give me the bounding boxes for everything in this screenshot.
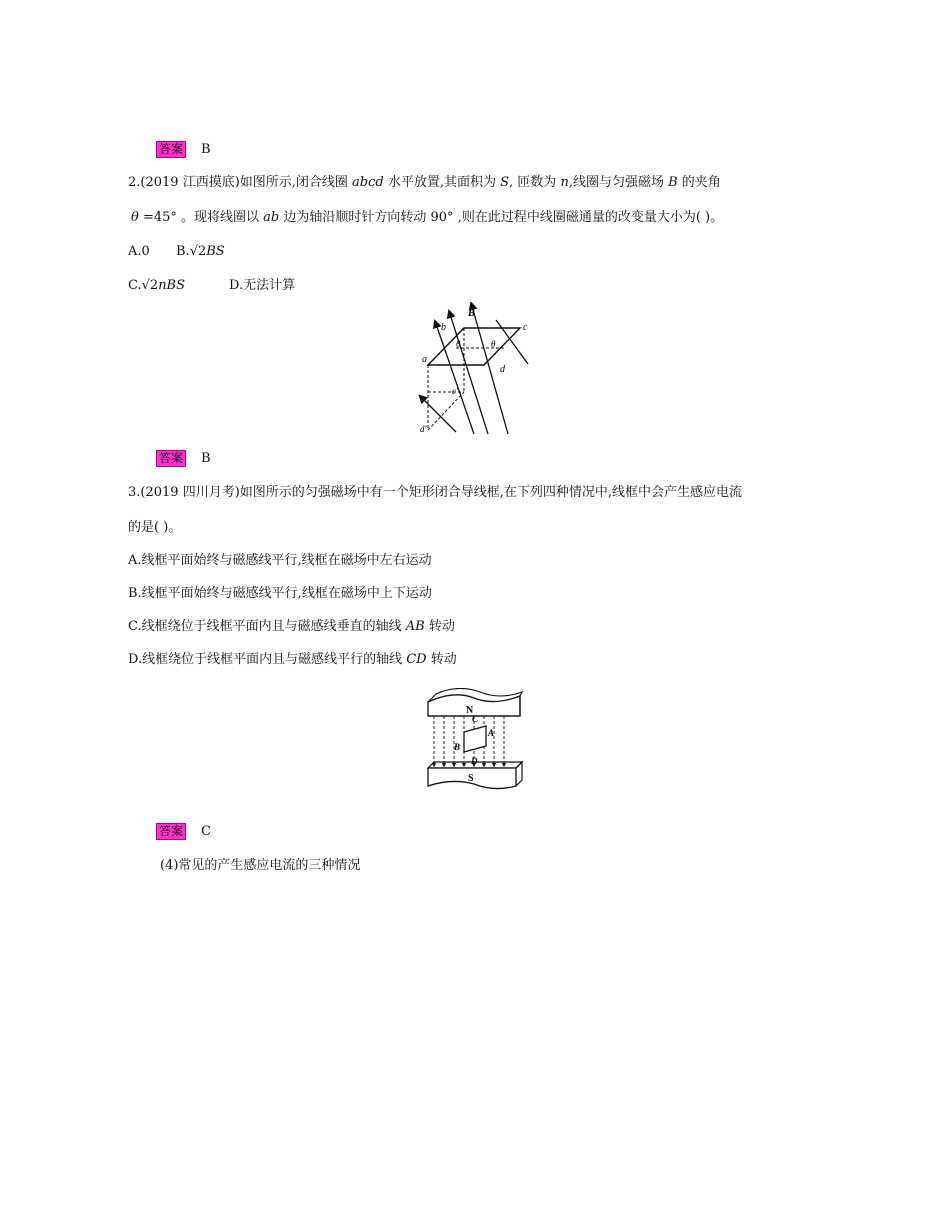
label-b: B bbox=[454, 742, 461, 752]
label-a: a bbox=[422, 354, 427, 365]
wire-frame bbox=[464, 726, 486, 752]
answer-value: B bbox=[201, 142, 211, 157]
label-a: A bbox=[488, 728, 495, 738]
answer-badge: 答案 bbox=[156, 823, 186, 840]
var-bs: BS bbox=[206, 244, 225, 259]
sqrt-symbol: √2 bbox=[141, 278, 159, 293]
label-d-prime: d' bbox=[420, 424, 427, 434]
q3-option-d bbox=[128, 651, 457, 669]
text: =45° 。现将线圈以 bbox=[138, 210, 264, 225]
field-line bbox=[450, 314, 488, 434]
q2-stem-line2 bbox=[131, 209, 723, 227]
var-s: S bbox=[500, 175, 510, 190]
q3-stem-line1: 3.(2019 四川月考)如图所示的匀强磁场中有一个矩形闭合导线框,在下列四种情况中,线框中会产生感应电流 bbox=[128, 485, 743, 500]
option-letter: B. bbox=[176, 244, 190, 259]
q2-stem-line1 bbox=[128, 174, 721, 192]
answer-value: C bbox=[201, 824, 211, 839]
q3-option-a: A.线框平面始终与磁感线平行,线框在磁场中左右运动 bbox=[128, 553, 432, 568]
text: 转动 bbox=[426, 652, 457, 667]
q3-figure bbox=[424, 688, 526, 794]
text: C.线框绕位于线框平面内且与磁感线垂直的轴线 bbox=[128, 619, 406, 634]
label-s: S bbox=[468, 773, 474, 784]
text: 边为轴沿顺时针方向转动 90° ,则在此过程中线圈磁通量的改变量大小为( )。 bbox=[279, 210, 724, 225]
theta-symbol: θ bbox=[131, 210, 139, 225]
q2-option-a: A.0 bbox=[128, 244, 150, 259]
q2-figure bbox=[416, 302, 536, 438]
q3-option-c bbox=[128, 618, 455, 636]
var-nbs: nBS bbox=[158, 278, 186, 293]
q3-stem-line2: 的是( )。 bbox=[128, 520, 182, 535]
n-pole-top bbox=[428, 695, 520, 716]
answer-badge: 答案 bbox=[156, 450, 186, 467]
text: D.线框绕位于线框平面内且与磁感线平行的轴线 bbox=[128, 652, 407, 667]
var-ab: ab bbox=[263, 210, 280, 225]
field-line bbox=[422, 398, 456, 432]
projection-line bbox=[428, 392, 464, 430]
q2-option-c bbox=[128, 277, 185, 295]
text: , 匝数为 bbox=[509, 175, 561, 190]
label-b-field: B bbox=[468, 308, 475, 319]
label-c: c bbox=[523, 322, 528, 333]
label-theta: θ bbox=[491, 339, 496, 349]
sqrt-symbol: √2 bbox=[189, 244, 207, 259]
label-b: b bbox=[441, 322, 446, 333]
label-c-prime: c' bbox=[452, 386, 458, 396]
text: 转动 bbox=[424, 619, 455, 634]
section-heading: (4)常见的产生感应电流的三种情况 bbox=[160, 858, 361, 873]
text: 水平放置,其面积为 bbox=[383, 175, 501, 190]
label-theta: θ bbox=[456, 339, 461, 349]
answer-value: B bbox=[201, 451, 211, 466]
text: 的夹角 bbox=[677, 175, 721, 190]
q2-option-d: D.无法计算 bbox=[229, 278, 296, 293]
var-abcd: abcd bbox=[352, 175, 384, 190]
option-letter: C. bbox=[128, 278, 142, 293]
var-n: n bbox=[560, 175, 569, 190]
var-b: B bbox=[668, 175, 678, 190]
var-ab: AB bbox=[405, 619, 425, 634]
answer-badge: 答案 bbox=[156, 141, 186, 158]
label-d: d bbox=[500, 364, 505, 375]
var-cd: CD bbox=[406, 652, 427, 667]
q2-option-b bbox=[176, 243, 225, 261]
q3-option-b: B.线框平面始终与磁感线平行,线框在磁场中上下运动 bbox=[128, 586, 432, 601]
label-c: C bbox=[472, 714, 479, 724]
label-d: D bbox=[471, 756, 478, 766]
label-n: N bbox=[466, 705, 474, 716]
text: ,线圈与匀强磁场 bbox=[568, 175, 669, 190]
text: 2.(2019 江西摸底)如图所示,闭合线圈 bbox=[128, 175, 353, 190]
